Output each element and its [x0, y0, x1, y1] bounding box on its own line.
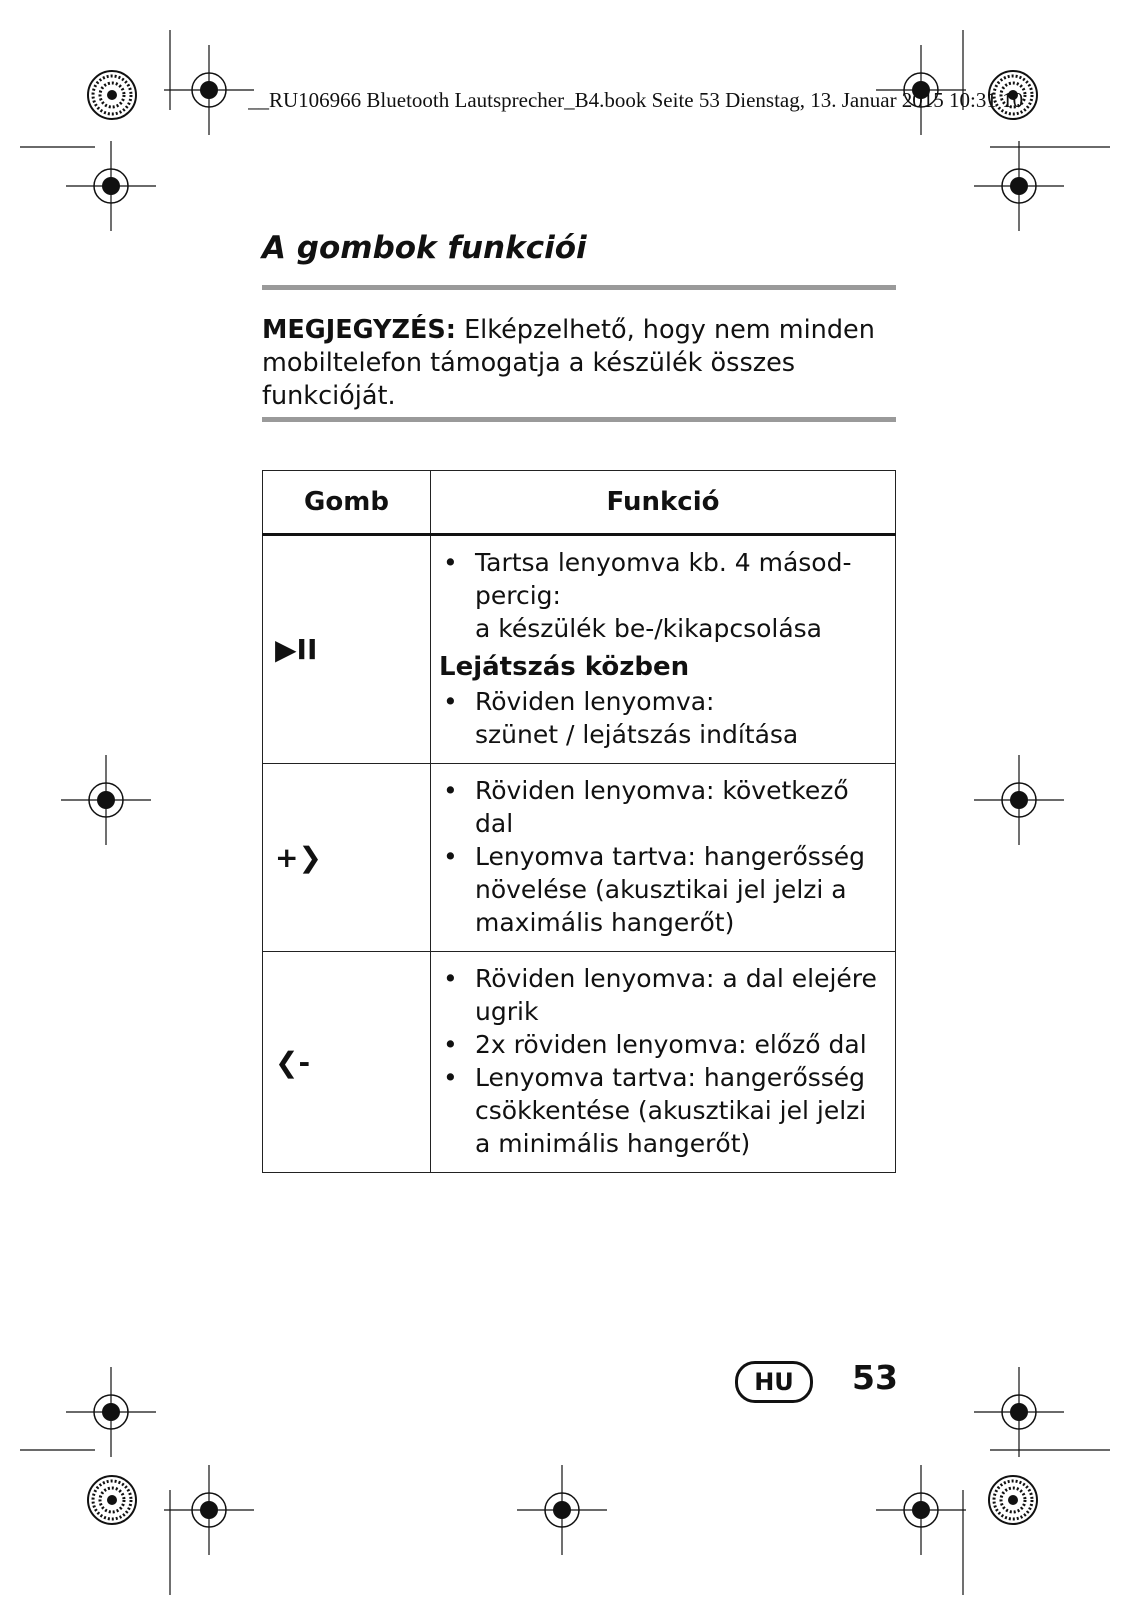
- list-item: [439, 546, 887, 645]
- previous-minus-icon: ❮-: [263, 952, 431, 1173]
- list-item-text: • Röviden lenyomva:: [475, 687, 715, 716]
- table-row: [263, 764, 896, 952]
- language-badge: HU: [735, 1361, 813, 1403]
- bullet-list: [439, 962, 887, 1160]
- note-block: [262, 314, 896, 413]
- bullet-list: [439, 685, 887, 751]
- bullet-list: [439, 546, 887, 645]
- table-row: [263, 535, 896, 764]
- list-item-text: a készülék be-/kikapcsolása: [475, 614, 822, 643]
- list-item: • Lenyomva tartva: hangerősség növelése (akusztikai jel jelzi a maximális hangerőt): [439, 840, 887, 939]
- list-item-text: • Tartsa lenyomva kb. 4 másod-percig:: [475, 548, 852, 610]
- note-text: Elképzelhető, hogy nem minden mobiltelefon támogatja a készülék összes funkcióját.: [262, 315, 875, 411]
- print-header-line: __RU106966 Bluetooth Lautsprecher_B4.book Seite 53 Dienstag, 13. Januar 2015 10:31 10: [248, 88, 1024, 112]
- bullet-list: [439, 774, 887, 939]
- function-cell: [431, 952, 896, 1173]
- plus-next-icon: +❯: [263, 764, 431, 952]
- list-item-text: szünet / lejátszás indítása: [475, 720, 799, 749]
- list-item: • 2x röviden lenyomva: előző dal: [439, 1028, 887, 1061]
- section-title: A gombok funkciói: [262, 230, 587, 266]
- table-row: [263, 952, 896, 1173]
- list-item: • Röviden lenyomva: a dal elejére ugrik: [439, 962, 887, 1028]
- function-cell: [431, 764, 896, 952]
- play-pause-icon: ▶II: [263, 535, 431, 764]
- list-item: • Lenyomva tartva: hangerősség csökkentése (akusztikai jel jelzi a minimális hangerőt): [439, 1061, 887, 1160]
- button-function-table: [262, 470, 896, 1173]
- list-item: • Röviden lenyomva: következő dal: [439, 774, 887, 840]
- note-label: MEGJEGYZÉS:: [262, 315, 456, 345]
- table-header-row: [263, 471, 896, 535]
- bottom-divider: [262, 417, 896, 422]
- list-item: [439, 685, 887, 751]
- column-header-function: Funkció: [431, 471, 896, 535]
- page-number: 53: [852, 1358, 898, 1397]
- subheading: Lejátszás közben: [439, 652, 690, 682]
- function-cell: [431, 535, 896, 764]
- top-divider: [262, 285, 896, 290]
- column-header-key: Gomb: [263, 471, 431, 535]
